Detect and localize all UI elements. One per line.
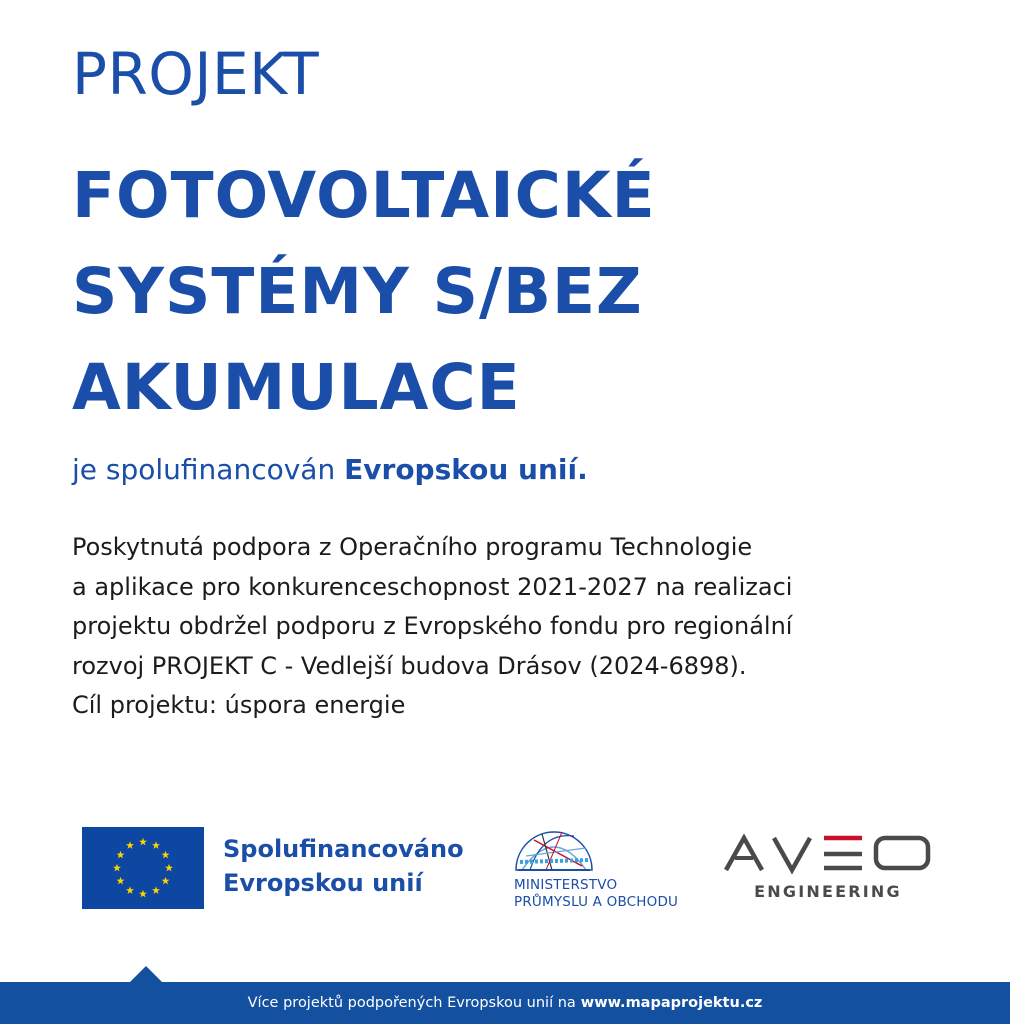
cofinancing-emphasis: Evropskou unií. <box>344 453 588 486</box>
eu-star-icon <box>152 841 160 849</box>
eu-star-icon <box>165 864 173 872</box>
eu-flag-icon <box>82 827 204 909</box>
title-line: AKUMULACE <box>72 351 521 424</box>
footer-text: Více projektů podpořených Evropskou unií na <box>247 995 576 1011</box>
ministry-label-line: PRŮMYSLU A OBCHODU <box>514 894 679 910</box>
eu-star-icon <box>162 851 170 859</box>
eu-star-icon <box>113 864 121 872</box>
eu-star-icon <box>162 877 170 885</box>
footer-notch <box>130 966 162 982</box>
cofinancing-statement <box>72 453 588 486</box>
eu-star-icon <box>139 838 147 846</box>
description-line: Poskytnutá podpora z Operačního programu Technologie <box>72 533 753 561</box>
project-label: PROJEKT <box>72 40 320 108</box>
eu-label-line: Evropskou unií <box>223 869 423 897</box>
aveo-sub-text: ENGINEERING <box>754 882 902 901</box>
aveo-engineering-logo <box>722 834 934 904</box>
description-line: rozvoj PROJEKT C - Vedlejší budova Drásov (2024-6898). <box>72 651 747 680</box>
eu-star-icon <box>126 841 134 849</box>
eu-star-icon <box>152 886 160 894</box>
project-description <box>72 528 972 726</box>
eu-star-icon <box>116 851 124 859</box>
eu-star-icon <box>126 886 134 894</box>
eu-label-line: Spolufinancováno <box>223 835 464 863</box>
title-line: FOTOVOLTAICKÉ <box>72 159 656 232</box>
cofinancing-prefix: je spolufinancován <box>72 453 336 486</box>
ministry-globe-logo <box>512 826 596 878</box>
eu-stars-icon <box>82 827 204 909</box>
title-line: SYSTÉMY S/BEZ <box>72 255 643 328</box>
description-line: Cíl projektu: úspora energie <box>72 691 406 719</box>
ministry-label <box>514 877 678 911</box>
description-line: a aplikace pro konkurenceschopnost 2021-2027 na realizaci <box>72 572 793 601</box>
footer-link[interactable]: www.mapaprojektu.cz <box>580 995 763 1011</box>
project-title <box>72 148 952 436</box>
eu-star-icon <box>139 890 147 898</box>
description-line: projektu obdržel podporu z Evropského fondu pro regionální <box>72 612 793 640</box>
footer-bar <box>0 982 1010 1024</box>
eu-cofinanced-label <box>223 832 464 900</box>
eu-star-icon <box>116 877 124 885</box>
ministry-label-line: MINISTERSTVO <box>514 877 618 893</box>
